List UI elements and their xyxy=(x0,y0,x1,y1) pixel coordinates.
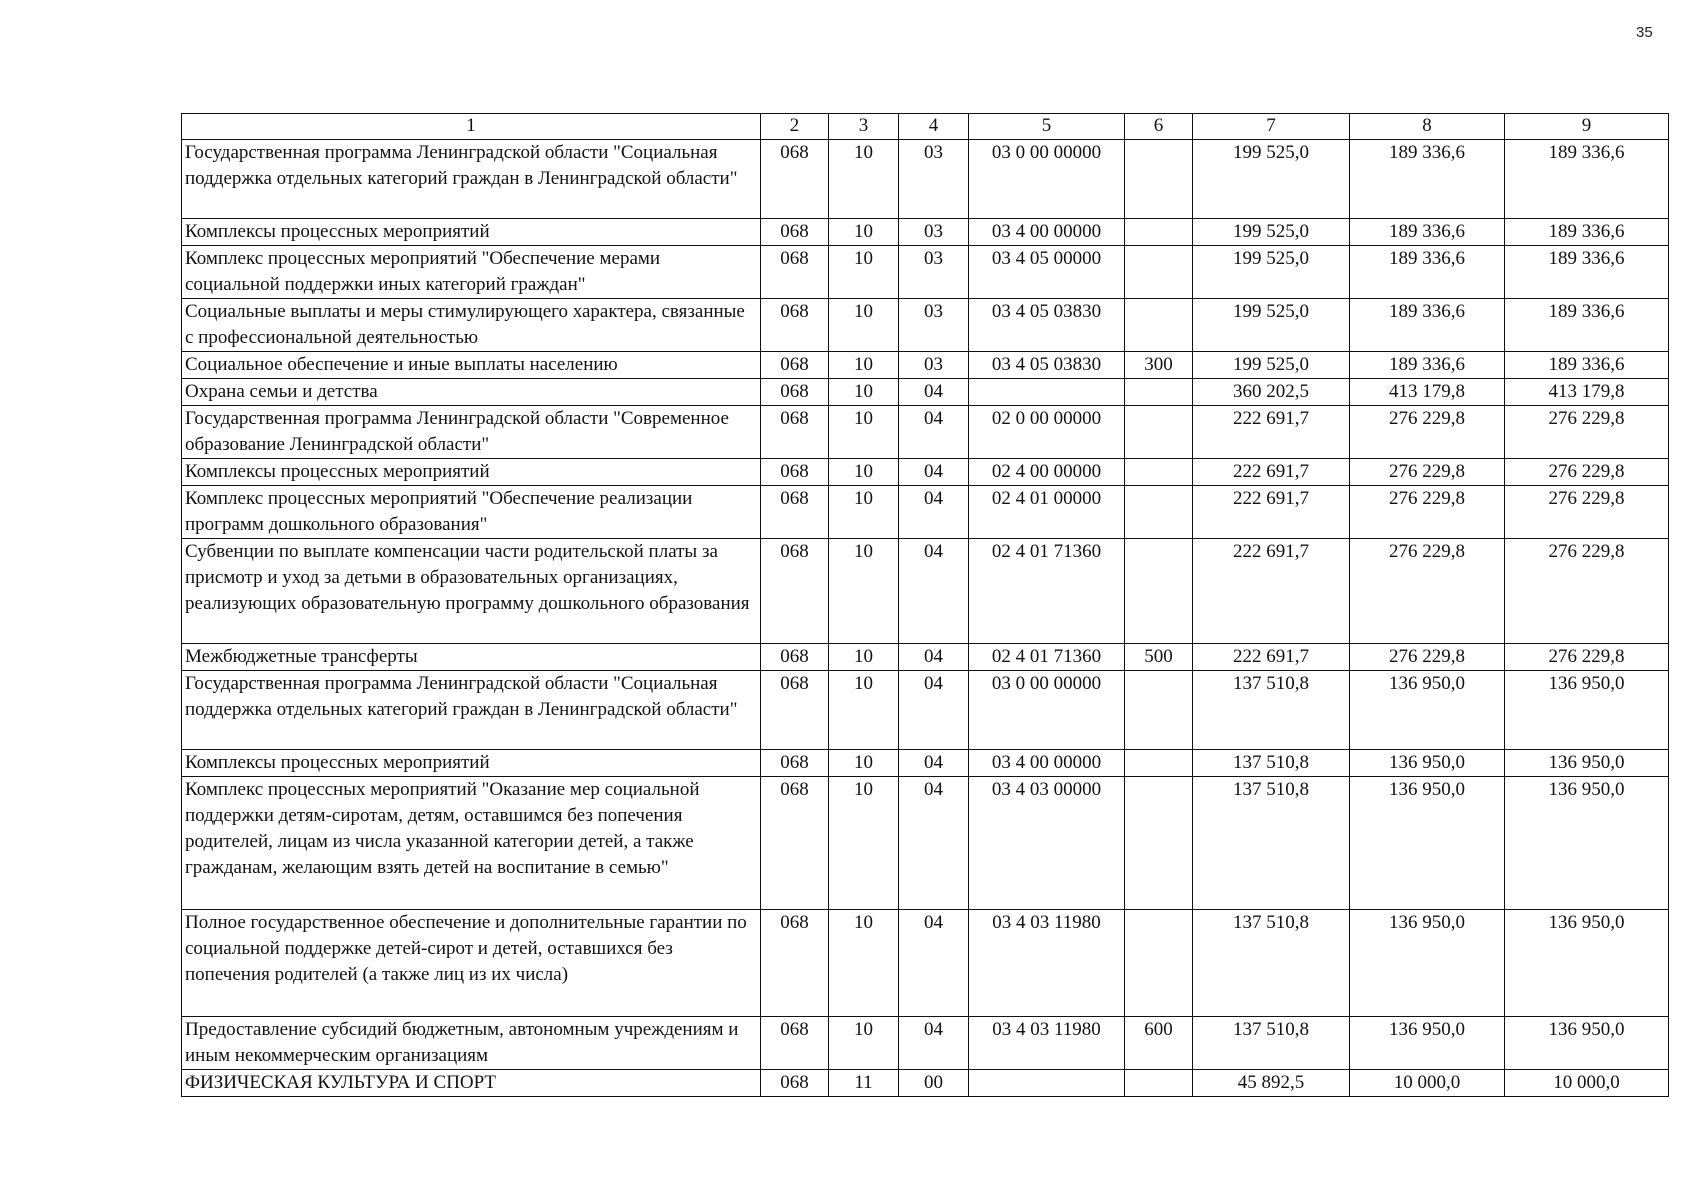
table-row xyxy=(182,539,1669,644)
cell-c2: 068 xyxy=(761,539,829,644)
cell-c3: 10 xyxy=(829,299,899,352)
cell-c8: 189 336,6 xyxy=(1350,299,1505,352)
cell-c6 xyxy=(1125,910,1193,1017)
table-row xyxy=(182,219,1669,246)
cell-c4: 04 xyxy=(899,379,969,406)
cell-c7: 222 691,7 xyxy=(1193,486,1350,539)
cell-c6 xyxy=(1125,539,1193,644)
cell-c7: 199 525,0 xyxy=(1193,246,1350,299)
cell-c4: 04 xyxy=(899,1017,969,1070)
row-name: Государственная программа Ленинградской области "Социальная поддержка отдельных категорий граждан в Ленинградской области" xyxy=(182,140,761,219)
column-header: 6 xyxy=(1125,114,1193,140)
cell-c7: 199 525,0 xyxy=(1193,352,1350,379)
cell-c9: 276 229,8 xyxy=(1505,644,1669,671)
cell-c7: 137 510,8 xyxy=(1193,1017,1350,1070)
cell-c8: 189 336,6 xyxy=(1350,219,1505,246)
cell-c9: 189 336,6 xyxy=(1505,246,1669,299)
cell-c7: 360 202,5 xyxy=(1193,379,1350,406)
row-name: Межбюджетные трансферты xyxy=(182,644,761,671)
cell-c5: 02 4 01 00000 xyxy=(969,486,1125,539)
cell-c6 xyxy=(1125,219,1193,246)
cell-c8: 276 229,8 xyxy=(1350,644,1505,671)
cell-c5: 03 4 03 11980 xyxy=(969,1017,1125,1070)
cell-c4: 04 xyxy=(899,644,969,671)
table-row xyxy=(182,1070,1669,1097)
cell-c3: 10 xyxy=(829,486,899,539)
cell-c2: 068 xyxy=(761,750,829,777)
cell-c3: 10 xyxy=(829,379,899,406)
table-row xyxy=(182,910,1669,1017)
cell-c3: 10 xyxy=(829,750,899,777)
cell-c7: 199 525,0 xyxy=(1193,219,1350,246)
cell-c5: 03 0 00 00000 xyxy=(969,140,1125,219)
cell-c6 xyxy=(1125,406,1193,459)
cell-c6 xyxy=(1125,379,1193,406)
cell-c7: 137 510,8 xyxy=(1193,777,1350,910)
cell-c6 xyxy=(1125,140,1193,219)
cell-c8: 189 336,6 xyxy=(1350,352,1505,379)
cell-c9: 189 336,6 xyxy=(1505,219,1669,246)
column-header: 8 xyxy=(1350,114,1505,140)
page-number: 35 xyxy=(1636,24,1653,41)
cell-c4: 03 xyxy=(899,140,969,219)
cell-c7: 222 691,7 xyxy=(1193,539,1350,644)
cell-c7: 222 691,7 xyxy=(1193,644,1350,671)
cell-c5 xyxy=(969,1070,1125,1097)
cell-c9: 136 950,0 xyxy=(1505,750,1669,777)
cell-c9: 136 950,0 xyxy=(1505,910,1669,1017)
table-row xyxy=(182,750,1669,777)
cell-c8: 413 179,8 xyxy=(1350,379,1505,406)
cell-c6 xyxy=(1125,299,1193,352)
row-name: Предоставление субсидий бюджетным, автономным учреждениям и иным некоммерческим организациям xyxy=(182,1017,761,1070)
row-name: Социальное обеспечение и иные выплаты населению xyxy=(182,352,761,379)
cell-c9: 276 229,8 xyxy=(1505,539,1669,644)
cell-c5: 03 4 03 00000 xyxy=(969,777,1125,910)
cell-c2: 068 xyxy=(761,246,829,299)
cell-c8: 10 000,0 xyxy=(1350,1070,1505,1097)
row-name: Субвенции по выплате компенсации части родительской платы за присмотр и уход за детьми в образовательных организациях, реализующих образовательную программу дошкольного образования xyxy=(182,539,761,644)
table-row xyxy=(182,777,1669,910)
cell-c4: 04 xyxy=(899,910,969,1017)
cell-c3: 10 xyxy=(829,671,899,750)
cell-c2: 068 xyxy=(761,406,829,459)
cell-c8: 189 336,6 xyxy=(1350,140,1505,219)
cell-c9: 413 179,8 xyxy=(1505,379,1669,406)
cell-c8: 276 229,8 xyxy=(1350,539,1505,644)
cell-c8: 276 229,8 xyxy=(1350,459,1505,486)
cell-c6 xyxy=(1125,671,1193,750)
cell-c6 xyxy=(1125,459,1193,486)
cell-c2: 068 xyxy=(761,1017,829,1070)
cell-c7: 45 892,5 xyxy=(1193,1070,1350,1097)
table-row xyxy=(182,299,1669,352)
cell-c5: 03 0 00 00000 xyxy=(969,671,1125,750)
cell-c7: 137 510,8 xyxy=(1193,750,1350,777)
row-name: ФИЗИЧЕСКАЯ КУЛЬТУРА И СПОРТ xyxy=(182,1070,761,1097)
row-name: Комплекс процессных мероприятий "Оказание мер социальной поддержки детям-сиротам, детям, оставшимся без попечения родителей, лицам из числа указанной категории детей, а также гражданам, желающим взять детей на воспитание в семью" xyxy=(182,777,761,910)
cell-c6: 300 xyxy=(1125,352,1193,379)
cell-c4: 04 xyxy=(899,486,969,539)
budget-table xyxy=(181,113,1669,1097)
cell-c5: 02 0 00 00000 xyxy=(969,406,1125,459)
cell-c5: 03 4 05 00000 xyxy=(969,246,1125,299)
row-name: Комплексы процессных мероприятий xyxy=(182,750,761,777)
cell-c4: 03 xyxy=(899,299,969,352)
cell-c7: 222 691,7 xyxy=(1193,406,1350,459)
table-row xyxy=(182,246,1669,299)
cell-c8: 189 336,6 xyxy=(1350,246,1505,299)
cell-c5 xyxy=(969,379,1125,406)
cell-c5: 03 4 05 03830 xyxy=(969,352,1125,379)
cell-c5: 02 4 01 71360 xyxy=(969,539,1125,644)
cell-c2: 068 xyxy=(761,459,829,486)
column-header: 2 xyxy=(761,114,829,140)
cell-c6 xyxy=(1125,777,1193,910)
cell-c4: 00 xyxy=(899,1070,969,1097)
cell-c3: 10 xyxy=(829,459,899,486)
column-header: 7 xyxy=(1193,114,1350,140)
row-name: Комплекс процессных мероприятий "Обеспечение мерами социальной поддержки иных категорий граждан" xyxy=(182,246,761,299)
cell-c3: 10 xyxy=(829,246,899,299)
cell-c8: 276 229,8 xyxy=(1350,486,1505,539)
cell-c3: 11 xyxy=(829,1070,899,1097)
cell-c2: 068 xyxy=(761,219,829,246)
cell-c7: 137 510,8 xyxy=(1193,910,1350,1017)
cell-c9: 10 000,0 xyxy=(1505,1070,1669,1097)
cell-c6: 600 xyxy=(1125,1017,1193,1070)
column-header: 5 xyxy=(969,114,1125,140)
row-name: Комплекс процессных мероприятий "Обеспечение реализации программ дошкольного образования" xyxy=(182,486,761,539)
cell-c5: 02 4 01 71360 xyxy=(969,644,1125,671)
cell-c6 xyxy=(1125,486,1193,539)
row-name: Охрана семьи и детства xyxy=(182,379,761,406)
row-name: Социальные выплаты и меры стимулирующего характера, связанные с профессиональной деятельностью xyxy=(182,299,761,352)
cell-c6: 500 xyxy=(1125,644,1193,671)
cell-c4: 04 xyxy=(899,671,969,750)
cell-c8: 136 950,0 xyxy=(1350,1017,1505,1070)
table-row xyxy=(182,459,1669,486)
row-name: Полное государственное обеспечение и дополнительные гарантии по социальной поддержке детей-сирот и детей, оставшихся без попечения родителей (а также лиц из их числа) xyxy=(182,910,761,1017)
cell-c9: 276 229,8 xyxy=(1505,406,1669,459)
table-row xyxy=(182,486,1669,539)
cell-c2: 068 xyxy=(761,140,829,219)
cell-c2: 068 xyxy=(761,299,829,352)
cell-c3: 10 xyxy=(829,352,899,379)
cell-c5: 03 4 00 00000 xyxy=(969,750,1125,777)
cell-c9: 276 229,8 xyxy=(1505,486,1669,539)
row-name: Комплексы процессных мероприятий xyxy=(182,459,761,486)
cell-c7: 222 691,7 xyxy=(1193,459,1350,486)
table-row xyxy=(182,644,1669,671)
cell-c8: 136 950,0 xyxy=(1350,910,1505,1017)
cell-c9: 189 336,6 xyxy=(1505,299,1669,352)
cell-c4: 04 xyxy=(899,406,969,459)
cell-c9: 276 229,8 xyxy=(1505,459,1669,486)
cell-c6 xyxy=(1125,246,1193,299)
cell-c2: 068 xyxy=(761,379,829,406)
row-name: Комплексы процессных мероприятий xyxy=(182,219,761,246)
column-header: 4 xyxy=(899,114,969,140)
table-row xyxy=(182,671,1669,750)
cell-c2: 068 xyxy=(761,352,829,379)
cell-c7: 137 510,8 xyxy=(1193,671,1350,750)
cell-c5: 03 4 05 03830 xyxy=(969,299,1125,352)
cell-c4: 03 xyxy=(899,246,969,299)
table-row xyxy=(182,406,1669,459)
cell-c3: 10 xyxy=(829,910,899,1017)
cell-c2: 068 xyxy=(761,486,829,539)
cell-c9: 136 950,0 xyxy=(1505,671,1669,750)
row-name: Государственная программа Ленинградской области "Социальная поддержка отдельных категорий граждан в Ленинградской области" xyxy=(182,671,761,750)
cell-c2: 068 xyxy=(761,671,829,750)
cell-c9: 136 950,0 xyxy=(1505,1017,1669,1070)
table-row xyxy=(182,379,1669,406)
cell-c4: 04 xyxy=(899,777,969,910)
cell-c4: 04 xyxy=(899,750,969,777)
cell-c8: 136 950,0 xyxy=(1350,671,1505,750)
cell-c9: 189 336,6 xyxy=(1505,140,1669,219)
cell-c7: 199 525,0 xyxy=(1193,299,1350,352)
cell-c8: 136 950,0 xyxy=(1350,750,1505,777)
cell-c6 xyxy=(1125,750,1193,777)
table-row xyxy=(182,1017,1669,1070)
cell-c3: 10 xyxy=(829,219,899,246)
cell-c7: 199 525,0 xyxy=(1193,140,1350,219)
table-row xyxy=(182,140,1669,219)
cell-c5: 02 4 00 00000 xyxy=(969,459,1125,486)
cell-c9: 189 336,6 xyxy=(1505,352,1669,379)
cell-c4: 03 xyxy=(899,219,969,246)
cell-c2: 068 xyxy=(761,910,829,1017)
row-name: Государственная программа Ленинградской области "Современное образование Ленинградской области" xyxy=(182,406,761,459)
cell-c4: 04 xyxy=(899,459,969,486)
column-header: 3 xyxy=(829,114,899,140)
cell-c6 xyxy=(1125,1070,1193,1097)
cell-c4: 04 xyxy=(899,539,969,644)
column-header: 9 xyxy=(1505,114,1669,140)
cell-c3: 10 xyxy=(829,406,899,459)
cell-c2: 068 xyxy=(761,777,829,910)
cell-c5: 03 4 00 00000 xyxy=(969,219,1125,246)
cell-c2: 068 xyxy=(761,644,829,671)
cell-c3: 10 xyxy=(829,644,899,671)
cell-c5: 03 4 03 11980 xyxy=(969,910,1125,1017)
cell-c3: 10 xyxy=(829,539,899,644)
cell-c8: 276 229,8 xyxy=(1350,406,1505,459)
column-header: 1 xyxy=(182,114,761,140)
cell-c3: 10 xyxy=(829,140,899,219)
cell-c2: 068 xyxy=(761,1070,829,1097)
cell-c3: 10 xyxy=(829,1017,899,1070)
table-row xyxy=(182,352,1669,379)
cell-c3: 10 xyxy=(829,777,899,910)
cell-c8: 136 950,0 xyxy=(1350,777,1505,910)
cell-c4: 03 xyxy=(899,352,969,379)
cell-c9: 136 950,0 xyxy=(1505,777,1669,910)
table-header-row xyxy=(182,114,1669,140)
